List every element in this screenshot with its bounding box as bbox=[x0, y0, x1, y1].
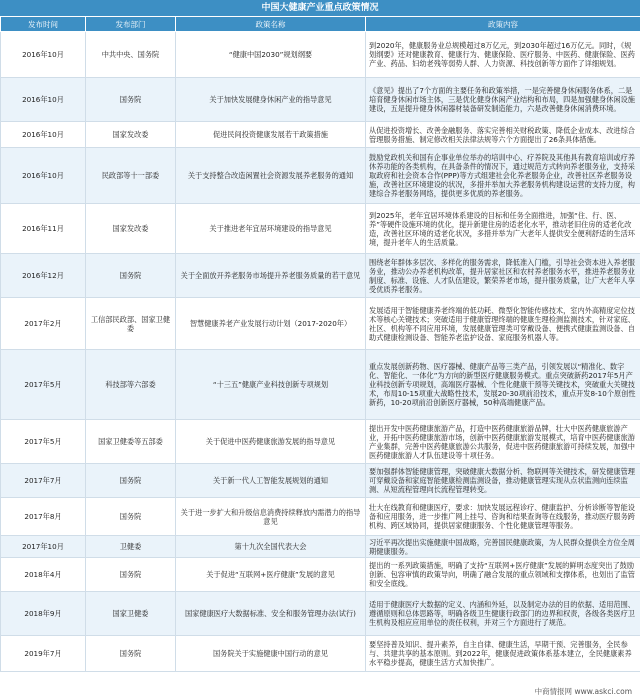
cell-policy-content: 发展适用于智能健康养老终端的低功耗、微型化智能传感技术，室内外高精度定位技术等核心关键技术；突破适用于健康管理终端的健康生理检测监测技术，针对家庭、社区、机构等不同应用环境，发展健康管理类可穿戴设备、便携式健康监测设备、自助式健康检测设备、智能养老监护设备、家庭服务机器人等。 bbox=[366, 298, 640, 350]
cell-policy-content: 到2025年，老年宜居环境体系建设的目标和任务全面推进，加强“住、行、医、养”等硬件设施环境的优化，提升新建住房的适老化水平，推动老旧住房的适老化改造，改善社区环境的适老化状况，多措并举为广大老年人提供安全便利舒适的生活环境，提升老年人的生活质量。 bbox=[366, 204, 640, 254]
table-row bbox=[1, 298, 640, 350]
table-row bbox=[1, 254, 640, 298]
header-content: 政策内容 bbox=[366, 17, 640, 32]
cell-policy-name: 关于全面放开养老服务市场提升养老服务质量的若干意见 bbox=[176, 254, 366, 298]
table-row bbox=[1, 420, 640, 464]
cell-policy-name: 关于新一代人工智能发展规划的通知 bbox=[176, 464, 366, 498]
cell-date: 2017年2月 bbox=[1, 298, 86, 350]
cell-date: 2018年4月 bbox=[1, 558, 86, 592]
cell-date: 2017年5月 bbox=[1, 350, 86, 420]
cell-dept: 国家卫健委 bbox=[86, 592, 176, 636]
header-name: 政策名称 bbox=[176, 17, 366, 32]
cell-date: 2016年10月 bbox=[1, 78, 86, 122]
cell-dept: 卫健委 bbox=[86, 536, 176, 558]
cell-dept: 国务院 bbox=[86, 78, 176, 122]
cell-date: 2016年12月 bbox=[1, 254, 86, 298]
cell-date: 2019年7月 bbox=[1, 636, 86, 672]
cell-date: 2018年9月 bbox=[1, 592, 86, 636]
cell-policy-content: 从促进投资增长、改善金融服务、落实完善相关财税政策、降低企业成本、改进综合管理服务措施、制定修改相关法律法规等六个方面提出了26条具体措施。 bbox=[366, 122, 640, 148]
cell-policy-content: 到2020年，健康服务业总规模超过8万亿元，到2030年超过16万亿元。同时，《规划纲要》还对健康教育、健康行为、健康保险、医疗服务、中医药、健康保险、医药产业、药品、妇幼老残等弱势人群、人力资源、科技创新等方面作了详细规划。 bbox=[366, 32, 640, 78]
cell-date: 2016年11月 bbox=[1, 204, 86, 254]
table-row bbox=[1, 498, 640, 536]
table-row bbox=[1, 32, 640, 78]
table-row bbox=[1, 592, 640, 636]
table-row bbox=[1, 536, 640, 558]
cell-dept: 国家卫健委等五部委 bbox=[86, 420, 176, 464]
cell-dept: 中共中央、国务院 bbox=[86, 32, 176, 78]
cell-date: 2017年5月 bbox=[1, 420, 86, 464]
footer-source: 中商情报网 www.askci.com bbox=[534, 687, 632, 696]
header-row bbox=[1, 17, 640, 32]
cell-policy-name: 关于进一步扩大和升级信息消费持续释放内需潜力的指导意见 bbox=[176, 498, 366, 536]
cell-policy-content: 提出的一系列政策措施，明确了支持“互联网+医疗健康”发展的鲜明态度突出了鼓励创新、包容审慎的政策导向，明确了融合发展的重点领域和支撑体系，也划出了监管和安全底线。 bbox=[366, 558, 640, 592]
cell-policy-content: 壮大在线教育和健康医疗，要求：加快发展远程诊疗、健康监护、分析诊断等智能设备和应用服务，进一步推广网上挂号、咨询和结果查询等在线服务，推动医疗服务跨机构、跨区域协同，提供居家健康服务、个性化健康管理等服务。 bbox=[366, 498, 640, 536]
cell-policy-name: 关于支持整合改造闲置社会资源发展养老服务的通知 bbox=[176, 148, 366, 204]
header-dept: 发布部门 bbox=[86, 17, 176, 32]
cell-dept: 国务院 bbox=[86, 254, 176, 298]
cell-date: 2017年10月 bbox=[1, 536, 86, 558]
cell-policy-content: 提出开发中医药健康旅游产品，打造中医药健康旅游品牌，壮大中医药健康旅游产业，开拓中医药健康旅游市场，创新中医药健康旅游发展模式，培育中医药健康旅游产业集群，完善中医药健康旅游公共服务，促进中医药健康旅游可持续发展，加强中医药健康旅游人才队伍建设等十项任务。 bbox=[366, 420, 640, 464]
cell-dept: 民政部等十一部委 bbox=[86, 148, 176, 204]
cell-policy-content: 《意见》提出了7个方面的主要任务和政策举措，一是完善健身休闲服务体系，二是培育健身休闲市场主体，三是优化健身休闲产业结构和布局，四是加强健身休闲设施建设，五是提升健身休闲器材装备研发制造能力，六是改善健身休闲消费环境。 bbox=[366, 78, 640, 122]
footer bbox=[0, 682, 640, 700]
table-row bbox=[1, 148, 640, 204]
cell-dept: 国务院 bbox=[86, 558, 176, 592]
cell-policy-name: 国家健康医疗大数据标准、安全和服务管理办法(试行) bbox=[176, 592, 366, 636]
cell-policy-content: 重点发展创新药物、医疗器械、健康产品等三类产品，引领发展以“精准化、数字化、智能化、一体化”为方向的新型医疗健康服务模式。重点突破新药2017年5月产业科技创新专项规划，高端医疗器械、个性化健康干预等关键技术，突破重大关键技术，布局10-15项重大战略性技术，发展20-30项前沿技术，重点开发8-10个原创性新药，10-20项前沿创新医疗器械，50种高端健康产品。 bbox=[366, 350, 640, 420]
table-row bbox=[1, 558, 640, 592]
cell-policy-name: “健康中国2030”规划纲要 bbox=[176, 32, 366, 78]
policy-table bbox=[0, 16, 640, 672]
cell-date: 2016年10月 bbox=[1, 148, 86, 204]
cell-policy-name: 关于推进老年宜居环境建设的指导意见 bbox=[176, 204, 366, 254]
table-title: 中国大健康产业重点政策情况 bbox=[0, 0, 640, 16]
cell-policy-name: 促进民间投资健康发展若干政策措施 bbox=[176, 122, 366, 148]
table-row bbox=[1, 636, 640, 672]
cell-policy-name: 关于加快发展健身休闲产业的指导意见 bbox=[176, 78, 366, 122]
table-body bbox=[1, 32, 640, 672]
table-row bbox=[1, 122, 640, 148]
cell-date: 2017年7月 bbox=[1, 464, 86, 498]
table-row bbox=[1, 464, 640, 498]
cell-policy-name: 第十九次全国代表大会 bbox=[176, 536, 366, 558]
cell-policy-content: 要坚持普及知识、提升素养，自主自律、健康生活，早期干预、完善服务，全民参与、共建共享的基本原则。到2022年，健康促进政策体系基本建立，全民健康素养水平稳步提高，健康生活方式加快推广。 bbox=[366, 636, 640, 672]
cell-dept: 国务院 bbox=[86, 498, 176, 536]
cell-policy-content: 要加强群体智能健康管理，突破健康大数据分析、物联网等关键技术，研发健康管理可穿戴设备和家庭智能健康检测监测设备，推动健康管理实现从点状监测向连续监测、从短流程管理向长流程管理转变。 bbox=[366, 464, 640, 498]
cell-dept: 国家发改委 bbox=[86, 122, 176, 148]
cell-dept: 科技部等六部委 bbox=[86, 350, 176, 420]
cell-policy-content: 鼓励党政机关和国有企事业单位举办的培训中心、疗养院及其他具有教育培训或疗养休养功能的各类机构，在具备条件的情况下，通过规范方式转向养老服务业，支持采取政府和社会资本合作(PPP)等方式组建社会化养老服务企业，改善社区养老服务设施，改善社区环境建设的状况，多措并举加大养老服务机构建设运营的支持力度，构建综合养老服务网络，提供更多优质的养老服务。 bbox=[366, 148, 640, 204]
cell-date: 2016年10月 bbox=[1, 122, 86, 148]
cell-policy-content: 适用于健康医疗大数据的定义、内涵和外延，以及制定办法的目的依据、适用范围、遵循原则和总体思路等，明确各级卫生健康行政部门的边界和权责，各级各类医疗卫生机构及相应应用单位的责任权利，并对三个方面进行了规范。 bbox=[366, 592, 640, 636]
cell-policy-name: 关于促进中医药健康旅游发展的指导意见 bbox=[176, 420, 366, 464]
cell-policy-content: 围绕老年群体多层次、多样化的服务需求，降低准入门槛，引导社会资本进入养老服务业，推动公办养老机构改革，提升居家社区和农村养老服务水平，推进养老服务业制度、标准、设施、人才队伍建设，繁荣养老市场，提升服务质量，让广大老年人享受优质养老服务。 bbox=[366, 254, 640, 298]
header-date: 发布时间 bbox=[1, 17, 86, 32]
cell-dept: 国家发改委 bbox=[86, 204, 176, 254]
cell-dept: 国务院 bbox=[86, 636, 176, 672]
cell-dept: 工信部民政部、国家卫健委 bbox=[86, 298, 176, 350]
cell-policy-content: 习近平再次提出实施健康中国战略，完善国民健康政策，为人民群众提供全方位全周期健康服务。 bbox=[366, 536, 640, 558]
table-row bbox=[1, 204, 640, 254]
cell-policy-name: 关于促进“互联网+医疗健康”发展的意见 bbox=[176, 558, 366, 592]
table-row bbox=[1, 78, 640, 122]
table-row bbox=[1, 350, 640, 420]
cell-date: 2016年10月 bbox=[1, 32, 86, 78]
cell-policy-name: “十三五”健康产业科技创新专项规划 bbox=[176, 350, 366, 420]
cell-policy-name: 国务院关于实施健康中国行动的意见 bbox=[176, 636, 366, 672]
cell-date: 2017年8月 bbox=[1, 498, 86, 536]
cell-policy-name: 智慧健康养老产业发展行动计划（2017-2020年） bbox=[176, 298, 366, 350]
cell-dept: 国务院 bbox=[86, 464, 176, 498]
